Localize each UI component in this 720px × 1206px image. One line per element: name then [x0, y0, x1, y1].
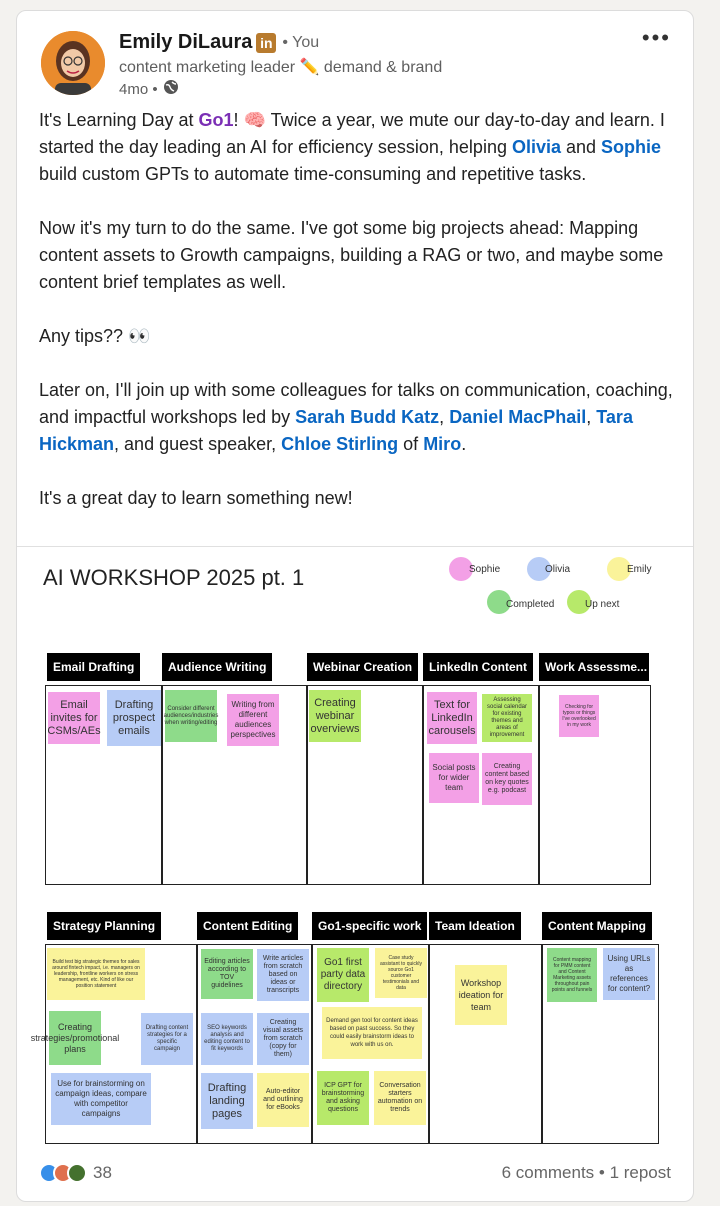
- sticky-note: Editing articles according to TOV guidelines: [201, 949, 253, 999]
- post-body: [39, 107, 679, 539]
- avatar[interactable]: [41, 31, 105, 95]
- sticky-note: Write articles from scratch based on ideas or transcripts: [257, 949, 309, 1001]
- column-header-content-editing: Content Editing: [197, 912, 298, 940]
- globe-icon: [163, 79, 179, 99]
- mention-tara-hickman[interactable]: Tara Hickman: [39, 407, 633, 454]
- sticky-note: Creating content based on key quotes e.g. podcast: [482, 753, 532, 805]
- celebrate-reaction-icon: [67, 1163, 87, 1183]
- reactions-summary[interactable]: [39, 1163, 112, 1183]
- sticky-note: Case study assistant to quickly source Go1 customer testimonials and data: [375, 948, 427, 998]
- post-meta: [119, 79, 179, 99]
- sticky-note: Email invites for CSMs/AEs: [48, 692, 100, 744]
- board-title: AI WORKSHOP 2025 pt. 1: [43, 565, 305, 590]
- column-header-strategy-planning: Strategy Planning: [47, 912, 161, 940]
- legend-label-emily: Emily: [627, 564, 652, 575]
- sticky-note: Go1 first party data directory: [317, 948, 369, 1002]
- column-header-work-assessment: Work Assessme...: [539, 653, 649, 681]
- sticky-note: Assessing social calendar for existing themes and areas of improvement: [482, 694, 532, 742]
- sticky-note: Consider different audiences/industries when writing/editing: [165, 690, 217, 742]
- sticky-note: Build test big strategic themes for sales around fintech impact, i.e. managers on leadership, frontline workers on stress management, etc. Kind of like our position statement: [47, 948, 145, 1000]
- sticky-note: Conversation starters automation on trends: [374, 1071, 426, 1125]
- mention-daniel-macphail[interactable]: Daniel MacPhail: [449, 407, 587, 427]
- author-line: [119, 31, 319, 54]
- column-header-email-drafting: Email Drafting: [47, 653, 140, 681]
- mention-olivia[interactable]: Olivia: [511, 137, 561, 157]
- column-header-team-ideation: Team Ideation: [429, 912, 521, 940]
- author-name[interactable]: Emily DiLaura: [119, 31, 253, 53]
- sticky-note: Workshop ideation for team: [455, 965, 507, 1025]
- sticky-note: Drafting content strategies for a specific campaign: [141, 1013, 193, 1065]
- sticky-note: SEO keywords analysis and editing content to fit keywords: [201, 1013, 253, 1065]
- linkedin-premium-icon: in: [256, 33, 276, 53]
- sticky-note: Writing from different audiences perspectives: [227, 694, 279, 746]
- post-time: 4mo •: [119, 80, 158, 98]
- legend-label-olivia: Olivia: [545, 564, 571, 575]
- more-options-button[interactable]: •••: [641, 25, 671, 50]
- sticky-note: Creating visual assets from scratch (copy for them): [257, 1013, 309, 1065]
- mention-go1[interactable]: Go1: [198, 110, 234, 130]
- paragraph-1: It's Learning Day at Go1! 🧠 Twice a year, we mute our day-to-day and learn. I started the day leading an AI for efficiency session, helping Olivia and Sophie build custom GPTs to automate time-consuming and repetitive tasks.: [39, 110, 665, 184]
- reaction-count: 38: [93, 1163, 112, 1182]
- sticky-note: ICP GPT for brainstorming and asking questions: [317, 1071, 369, 1125]
- you-label: • You: [282, 33, 320, 51]
- column-header-linkedin-content: LinkedIn Content: [423, 653, 533, 681]
- sticky-note: Drafting prospect emails: [107, 690, 161, 746]
- legend-label-up-next: Up next: [585, 599, 620, 610]
- column-header-go1-specific-work: Go1-specific work: [312, 912, 427, 940]
- mention-sophie[interactable]: Sophie: [601, 137, 662, 157]
- sticky-note: Drafting landing pages: [201, 1073, 253, 1129]
- sticky-note: Auto-editor and outlining for eBooks: [257, 1073, 309, 1127]
- sticky-note: Demand gen tool for content ideas based on past success. So they could easily brainstorm ideas to work with us on.: [322, 1007, 422, 1059]
- mention-sarah-budd-katz[interactable]: Sarah Budd Katz: [295, 407, 440, 427]
- post-footer: [17, 1151, 693, 1202]
- legend-label-completed: Completed: [506, 599, 555, 610]
- sticky-note: Using URLs as references for content?: [603, 948, 655, 1000]
- paragraph-4: Later on, I'll join up with some colleagues for talks on communication, coaching, and impactful workshops led by Sarah Budd Katz, Daniel MacPhail, Tara Hickman, and guest speaker, Chloe Stirling of Miro.: [39, 380, 673, 454]
- comments-reposts-link[interactable]: 6 comments • 1 repost: [501, 1163, 671, 1182]
- author-headline: content marketing leader ✏️ demand & brand: [119, 59, 443, 76]
- paragraph-2: Now it's my turn to do the same. I've got some big projects ahead: Mapping content assets to Growth campaigns, building a RAG or two, and maybe some content brief templates as well.: [39, 218, 664, 292]
- paragraph-3: Any tips?? 👀: [39, 326, 151, 346]
- sticky-note: Checking for typos or things I've overlooked in my work: [559, 695, 599, 737]
- sticky-note: Social posts for wider team: [429, 753, 479, 803]
- sticky-note: Content mapping for PMM content and Content Marketing assets throughout pain points and funnels: [547, 948, 597, 1002]
- column-header-content-mapping: Content Mapping: [542, 912, 652, 940]
- mention-chloe-stirling[interactable]: Chloe Stirling: [281, 434, 399, 454]
- legend-label-sophie: Sophie: [469, 564, 501, 575]
- post-header: [17, 11, 693, 106]
- sticky-note: Use for brainstorming on campaign ideas, compare with competitor campaigns: [51, 1073, 151, 1125]
- sticky-note: Creating strategies/promotional plans: [49, 1011, 101, 1065]
- sticky-note: Text for LinkedIn carousels: [427, 692, 477, 744]
- mention-miro[interactable]: Miro: [423, 434, 462, 454]
- column-header-webinar-creation: Webinar Creation: [307, 653, 418, 681]
- sticky-note: Creating webinar overviews: [309, 690, 361, 742]
- post-card: [16, 10, 694, 1202]
- column-header-audience-writing: Audience Writing: [162, 653, 272, 681]
- workshop-board-image[interactable]: [17, 546, 693, 1151]
- paragraph-5: It's a great day to learn something new!: [39, 488, 353, 508]
